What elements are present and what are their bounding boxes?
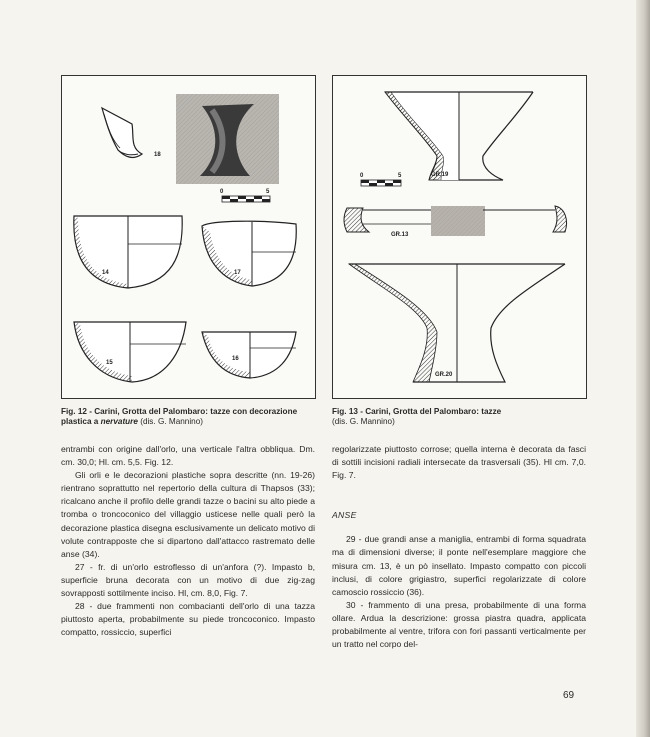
cup-gr20-drawing (349, 264, 565, 382)
cup-17-drawing (202, 221, 296, 286)
paragraph: regolarizzate piuttosto corrose; quella interna è decorata da fasci di sottili incisioni radiali intersecate da trasversali (35). Hl cm. 7,0. Fig. 7. (332, 444, 586, 481)
scale-13-end: 5 (398, 173, 402, 179)
paragraph: 28 - due frammenti non combacianti dell'orlo di una tazza piuttosto aperta, probabilmente su piede troncoconico. Impasto compatto, rossiccio, superfici (61, 601, 315, 638)
cup-15-drawing (74, 322, 186, 382)
scale-bar-13 (361, 180, 401, 186)
page-spine-shadow (636, 0, 650, 737)
paragraph: 30 - frammento di una presa, probabilmente di una forma ollare. Ardua la descrizione: grossa piastra quadra, applicata probabilmente al ventre, trifora con fori passanti verticalmente per un tratto nel corpo del- (332, 599, 586, 650)
caption-12-credit: (dis. G. Mannino) (137, 417, 204, 426)
figure-13-frame (332, 75, 587, 399)
scale-13-start: 0 (360, 173, 364, 179)
caption-12-italic: nervature (100, 417, 138, 426)
label-gr20: GR.20 (435, 372, 453, 378)
label-gr19: GR.19 (431, 172, 449, 178)
cup-14-drawing (74, 216, 182, 288)
scale-12-end: 5 (266, 189, 270, 195)
paragraph: Gli orli e le decorazioni plastiche sopra descritte (nn. 19-26) rientrano soprattutto nel repertorio della cultura di Thapsos (33); ricalcano anche il profilo delle grandi tazze o bacini su alto piede a tromba o troncoconico del villaggio usticese nelle quali però la decorazione plastica disegna esclusivamente un delicato motivo di volute contrapposte che si dipartono dall'attacco rastremato delle anse (34). (61, 470, 315, 559)
label-15: 15 (106, 360, 113, 366)
paragraph: entrambi con origine dall'orlo, una verticale l'altra obbliqua. Dm. cm. 30,0; Hl. cm. 5,5. Fig. 12. (61, 444, 315, 468)
figure-13-caption (332, 407, 592, 427)
label-14: 14 (102, 270, 109, 276)
caption-13-bold: Fig. 13 - Carini, Grotta del Palombaro: tazze (332, 407, 502, 416)
label-16: 16 (232, 356, 239, 362)
label-18: 18 (154, 152, 161, 158)
section-heading: ANSE (332, 510, 357, 521)
right-text-column (332, 443, 586, 651)
left-text-column (61, 443, 315, 639)
scale-bar-12 (222, 196, 270, 202)
page-number: 69 (563, 690, 575, 701)
cup-gr19-drawing (385, 92, 533, 180)
label-17: 17 (234, 270, 241, 276)
cup-16-drawing (202, 332, 296, 378)
caption-13-credit: (dis. G. Mannino) (332, 417, 395, 426)
scale-12-start: 0 (220, 189, 224, 195)
caption-12-bold: Fig. 12 - Carini, Grotta del Palombaro: tazze con decorazione plastica a (61, 407, 298, 426)
figure-12-drawings (62, 76, 315, 398)
sherd-gr13-drawing (344, 206, 567, 236)
sherd-18-drawing (102, 108, 142, 157)
figure-12-frame (61, 75, 316, 399)
sherd-18-photo (176, 94, 279, 184)
figure-13-drawings (333, 76, 586, 398)
paragraph: 27 - fr. di un'orlo estroflesso di un'anfora (?). Impasto b, superficie bruna decorata con un motivo di due zig-zag sovrapposti sottilmente inciso. Hl, cm. 8,0, Fig. 7. (61, 561, 315, 599)
paragraph: 29 - due grandi anse a maniglia, entrambi di forma squadrata ma di dimensioni diverse; il ponte nell'esemplare maggiore che misura cm. 13, è un pò insellato. Impasto compatto con piccoli inclusi, di colore grigiastro, superfici regolarizzate di colore camoscio rossiccio (36). (332, 534, 586, 597)
label-gr13: GR.13 (391, 232, 409, 238)
figure-12-caption (61, 407, 321, 427)
